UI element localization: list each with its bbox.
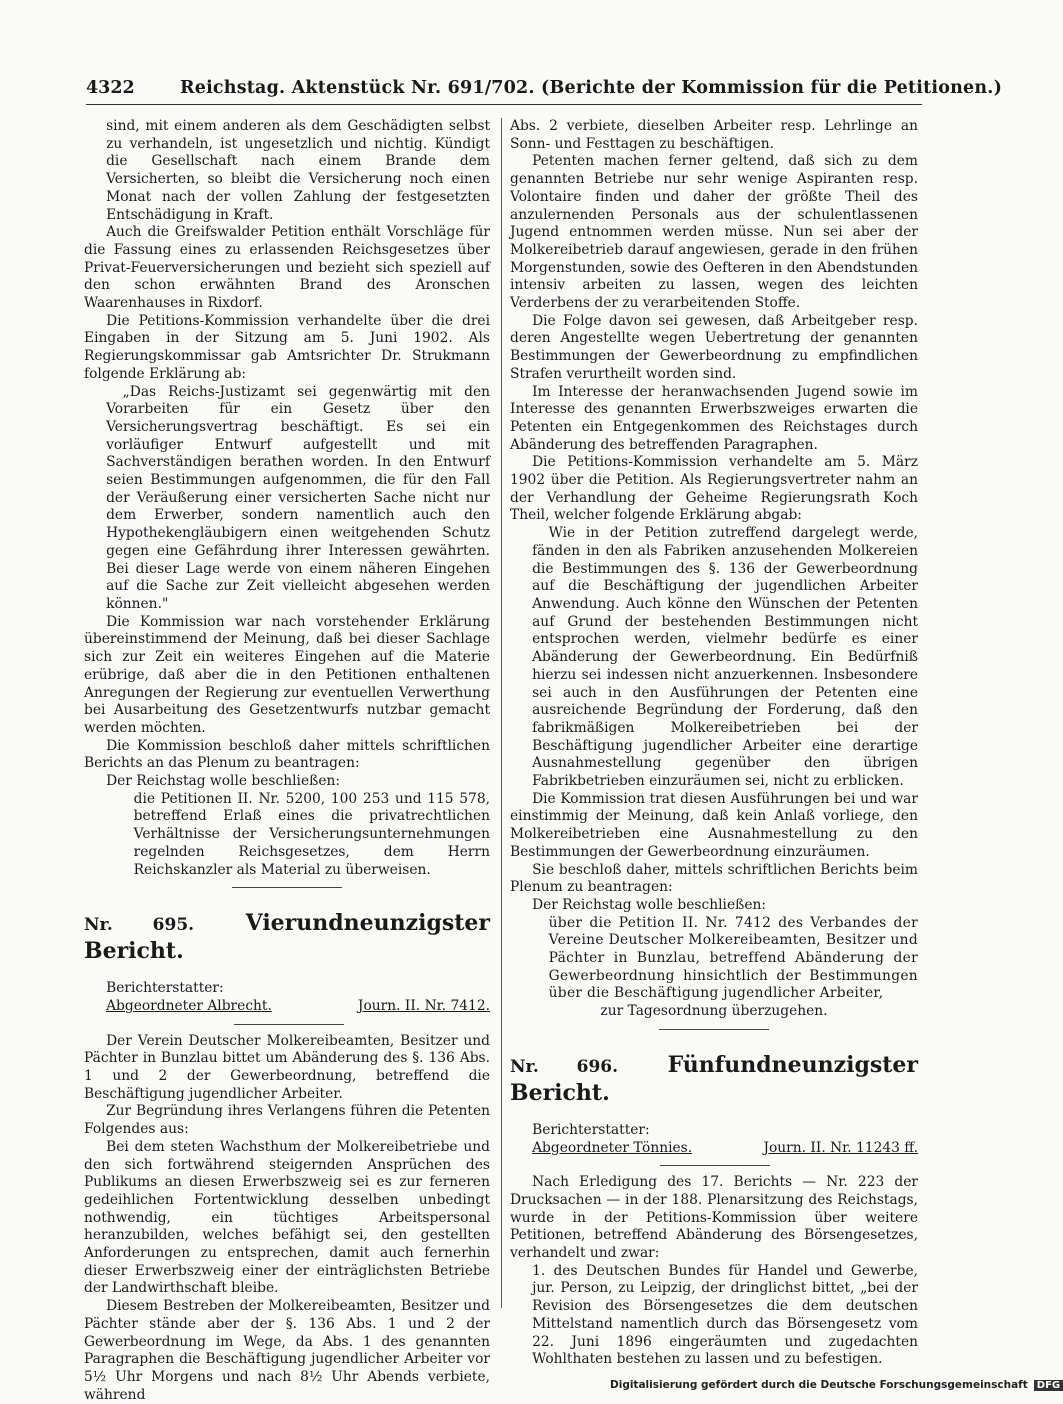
paragraph: Der Verein Deutscher Molkereibeamten, Besitzer und Pächter in Bunzlau bittet um Abänderung des §. 136 Abs. 1 und 2 der Gewerbeordnung, betreffend die Beschäftigung jugendlicher Arbeiter.: [84, 1032, 490, 1102]
paragraph: Petenten machen ferner geltend, daß sich zu dem genannten Betriebe nur sehr wenige Aspiranten resp. Volontaire finden und daher der größte Theil des anzulernenden Personals aus der schulentlassenen Jugend entnommen werden müsse. Nun sei aber der Molkereibetrieb darauf angewiesen, gerade in den frühen Morgenstunden, sowie des Oefteren in den Abendstunden intensiv arbeiten zu lassen, wegen des leichten Verderbens der zu verarbeitenden Stoffe.: [510, 153, 918, 312]
paragraph: Bei dem steten Wachsthum der Molkereibetriebe und den sich fortwährend steigernden Ansprüchen des Publikums an diesen Erwerbszweig sei es zur ferneren gedeihlichen Fortentwicklung desselben unbedingt nothwendig, ein tüchtiges Arbeitspersonal heranzubilden, welches befähigt sei, den gestellten Anforderungen zu entsprechen, damit auch fernerhin dieser Erwerbszweig einer der einträglichsten Betriebe der Landwirthschaft bleibe.: [84, 1138, 490, 1297]
paragraph: Sie beschloß daher, mittels schriftlichen Berichts beim Plenum zu beantragen:: [510, 861, 918, 896]
reporter-label: Berichterstatter:: [106, 980, 224, 997]
separator: [234, 1024, 344, 1025]
reporter-label: Berichterstatter:: [532, 1121, 650, 1138]
page-number: 4322: [86, 78, 135, 98]
report-number: Nr. 695.: [84, 915, 195, 936]
paragraph: Diesem Bestreben der Molkereibeamten, Besitzer und Pächter stände aber der §. 136 Abs. 1 und 2 der Gewerbeordnung im Wege, da Abs. 1 des genannten Paragraphen die Beschäftigung jugendlicher Arbeiter vor 5½ Uhr Morgens und nach 8½ Uhr Abends verbiete, während: [84, 1298, 490, 1403]
dfg-logo: DFG: [1034, 1380, 1063, 1391]
reporter-name: Abgeordneter Albrecht.: [106, 997, 272, 1014]
right-column: [510, 118, 918, 1369]
column-divider: [501, 118, 502, 1308]
header-rule: [86, 104, 922, 105]
motion-intro: Der Reichstag wolle beschließen:: [532, 896, 767, 913]
separator: [659, 1029, 769, 1030]
motion-text: über die Petition II. Nr. 7412 des Verbandes der Vereine Deutscher Molkereibeamten, Besitzer und Pächter in Bunzlau, betreffend Abänderung der Gewerbeordnung hinsichtlich der Bestimmungen über die Beschäftigung jugendlicher Arbeiter,: [548, 914, 918, 1002]
digitization-footer: [610, 1379, 1061, 1391]
paragraph: Die Petitions-Kommission verhandelte am 5. März 1902 über die Petition. Als Regierungsvertreter nahm an der Verhandlung der Geheime Regierungsrath Koch Theil, welcher folgende Erklärung abgab:: [510, 454, 918, 524]
paragraph: Abs. 2 verbiete, dieselben Arbeiter resp. Lehrlinge an Sonn- und Festtagen zu beschäftigen.: [510, 118, 918, 152]
report-heading: [84, 910, 490, 964]
separator: [660, 1165, 770, 1166]
journal-number: Journ. II. Nr. 7412.: [357, 997, 490, 1014]
report-number: Nr. 696.: [510, 1056, 619, 1077]
running-title: Reichstag. Aktenstück Nr. 691/702. (Berichte der Kommission für die Petitionen.): [180, 78, 1003, 98]
paragraph: Im Interesse der heranwachsenden Jugend sowie im Interesse des genannten Erwerbszweiges erwarten die Petenten ein Entgegenkommen des Reichstages durch Abänderung des betreffenden Paragraphen.: [510, 383, 918, 453]
motion-intro: Der Reichstag wolle beschließen:: [106, 773, 341, 790]
journal-number: Journ. II. Nr. 11243 ff.: [763, 1139, 918, 1156]
footer-text: Digitalisierung gefördert durch die Deutsche Forschungsgemeinschaft: [610, 1379, 1028, 1391]
page-header: [86, 78, 1003, 106]
reporter-line: [84, 998, 490, 1016]
report-title: Fünfundneunzigster Bericht.: [510, 1051, 918, 1106]
paragraph: Die Kommission trat diesen Ausführungen bei und war einstimmig der Meinung, daß kein Anlaß vorliege, den Molkereibetrieben eine Ausnahmestellung zu den Bestimmungen der Gewerbeordnung einzuräumen.: [510, 790, 918, 860]
report-heading: [510, 1052, 918, 1106]
reporter-line: [510, 1140, 918, 1158]
report-title: Vierundneunzigster Bericht.: [84, 910, 490, 965]
paragraph: Die Folge davon sei gewesen, daß Arbeitgeber resp. deren Angestellte wegen Uebertretung der genannten Bestimmungen der Gewerbeordnung zu empfindlichen Strafen verurtheilt worden sind.: [510, 312, 918, 382]
left-column: [84, 118, 490, 1404]
paragraph: Die Petitions-Kommission verhandelte über die drei Eingaben in der Sitzung am 5. Juni 1902. Als Regierungskommissar gab Amtsrichter Dr. Strukmann folgende Erklärung ab:: [84, 312, 490, 382]
reporter-name: Abgeordneter Tönnies.: [532, 1139, 693, 1156]
paragraph: Zur Begründung ihres Verlangens führen die Petenten Folgendes aus:: [84, 1103, 490, 1138]
motion-text: die Petitionen II. Nr. 5200, 100 253 und 115 578, betreffend Erlaß eines die privatrechtlichen Verhältnisse der Versicherungsunternehmungen regelnden Reichsgesetzes, dem Herrn Reichskanzler als Material zu überweisen.: [133, 790, 490, 878]
paragraph: sind, mit einem anderen als dem Geschädigten selbst zu verhandeln, ist ungesetzlich und nichtig. Kündigt die Gesellschaft nach einem Brande dem Versicherten, so bleibt die Versicherung noch einen Monat nach der vollen Zahlung der festgesetzten Entschädigung in Kraft.: [106, 118, 490, 223]
separator: [232, 887, 342, 888]
list-item: 1. des Deutschen Bundes für Handel und Gewerbe, jur. Person, zu Leipzig, der dringlichst bittet, „bei der Revision des Börsengesetzes die dem deutschen Mittelstand namentlich durch das Börsengesetz vom 22. Juni 1896 eingeräumten und zugedachten Wohlthaten bestehen zu lassen und zu befestigen.: [532, 1262, 918, 1368]
paragraph: Die Kommission beschloß daher mittels schriftlichen Berichts an das Plenum zu beantragen:: [84, 737, 490, 772]
paragraph: Auch die Greifswalder Petition enthält Vorschläge für die Fassung eines zu erlassenden Reichsgesetzes über Privat-Feuerversicherungen und bezieht sich speziell auf den schon erwähnten Brand des Aronschen Waarenhauses in Rixdorf.: [84, 224, 490, 312]
quoted-statement: „Das Reichs-Justizamt sei gegenwärtig mit den Vorarbeiten für ein Gesetz über den Versicherungsvertrag beschäftigt. Es sei ein vorläufiger Entwurf aufgestellt und mit Sachverständigen berathen worden. In den Entwurf seien Bestimmungen aufgenommen, die für den Fall der Veräußerung einer versicherten Sache nicht nur dem Erwerber, sondern namentlich auch den Hypothekengläubigern einen weitgehenden Schutz gegen eine Gefährdung ihrer Interessen gewährten. Bei dieser Lage werde von einem näheren Eingehen auf die Sache zur Zeit vielleicht abgesehen werden können.": [106, 383, 490, 612]
paragraph: Die Kommission war nach vorstehender Erklärung übereinstimmend der Meinung, daß bei dieser Sachlage sich zur Zeit ein weiteres Eingehen auf die Materie erübrige, daß aber die in den Petitionen enthaltenen Anregungen der Regierung zur eventuellen Verwerthung bei Ausarbeitung des Gesetzentwurfs nutzbar gemacht werden möchten.: [84, 613, 490, 736]
quoted-statement: Wie in der Petition zutreffend dargelegt werde, fänden in den als Fabriken anzusehenden Molkereien die Bestimmungen des §. 136 der Gewerbeordnung auf die Beschäftigung der jugendlichen Arbeiter Anwendung. Auch könne den Wünschen der Petenten auf Grund der bestehenden Bestimmungen nicht entsprochen werden, vielmehr bedürfe es einer Abänderung der Gewerbeordnung. Ein Bedürfniß hierzu sei indessen nicht anzuerkennen. Insbesondere sei auch in den Ausführungen der Petenten eine ausreichende Begründung der Forderung, daß den fabrikmäßigen Molkereibetrieben bei der Beschäftigung jugendlicher Arbeiter eine derartige Ausnahmestellung gegenüber den übrigen Fabrikbetrieben einzuräumen sei, nicht zu erblicken.: [532, 525, 918, 790]
paragraph: Nach Erledigung des 17. Berichts — Nr. 223 der Drucksachen — in der 188. Plenarsitzung des Reichstags, wurde in der Petitions-Kommission über weitere Petitionen, betreffend Abänderung des Börsengesetzes, verhandelt und zwar:: [510, 1174, 918, 1262]
motion-conclusion: zur Tagesordnung überzugehen.: [600, 1003, 828, 1020]
